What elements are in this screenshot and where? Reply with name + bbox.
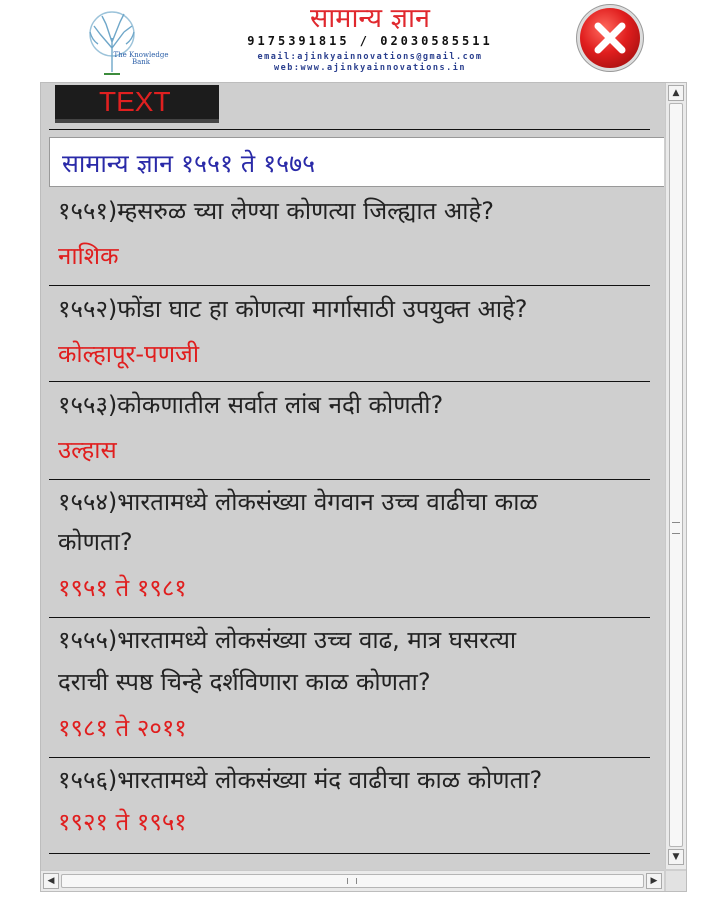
scroll-right-button[interactable]: ▶ <box>646 873 662 889</box>
horizontal-scrollbar[interactable] <box>41 870 664 891</box>
divider <box>49 381 650 382</box>
vertical-scroll-thumb[interactable] <box>669 103 683 847</box>
topic-heading: सामान्य ज्ञान १५५१ ते १५७५ <box>62 149 316 178</box>
topic-heading-box <box>49 137 664 187</box>
grip-icon <box>672 522 680 534</box>
answer-1552: कोल्हापूर-पणजी <box>58 340 200 368</box>
content-area <box>41 83 664 869</box>
vertical-scrollbar[interactable] <box>665 83 686 869</box>
answer-1551: नाशिक <box>58 242 119 270</box>
close-icon <box>592 20 628 56</box>
answer-1556: १९२१ ते १९५१ <box>58 808 187 836</box>
divider <box>49 129 650 130</box>
phone-numbers: 9175391815 / 02030585511 <box>247 34 493 48</box>
content-scroll-pane[interactable] <box>40 82 687 892</box>
question-1552: १५५२)फोंडा घाट हा कोणत्या मार्गासाठी उपयुक्त आहे? <box>58 295 528 323</box>
logo-caption: The Knowledge Bank <box>113 51 169 66</box>
scroll-down-button[interactable]: ▼ <box>668 849 684 865</box>
divider <box>49 285 650 286</box>
answer-1554: १९५१ ते १९८१ <box>58 574 187 602</box>
app-title: सामान्य ज्ञान <box>310 3 430 34</box>
question-1556: १५५६)भारतामध्ये लोकसंख्या मंद वाढीचा काळ कोणता? <box>58 766 543 794</box>
website-address: web:www.ajinkyainnovations.in <box>274 63 466 73</box>
scroll-left-button[interactable]: ◀ <box>43 873 59 889</box>
scroll-up-button[interactable]: ▲ <box>668 85 684 101</box>
app-header <box>0 0 722 82</box>
answer-1553: उल्हास <box>58 436 117 464</box>
answer-1555: १९८१ ते २०११ <box>58 714 187 742</box>
horizontal-scroll-thumb[interactable] <box>61 874 644 888</box>
email-address: email:ajinkyainnovations@gmail.com <box>257 52 483 62</box>
question-1553: १५५३)कोकणातील सर्वात लांब नदी कोणती? <box>58 391 444 419</box>
grip-icon <box>347 878 357 884</box>
question-1554-line2: कोणता? <box>58 528 133 556</box>
scrollbar-corner <box>666 871 686 891</box>
question-1555-line1: १५५५)भारतामध्ये लोकसंख्या उच्च वाढ, मात्र घसरत्या <box>58 626 517 654</box>
knowledge-bank-logo <box>78 4 170 80</box>
text-tab[interactable] <box>55 85 219 123</box>
question-1554-line1: १५५४)भारतामध्ये लोकसंख्या वेगवान उच्च वाढीचा काळ <box>58 488 538 516</box>
question-1551: १५५१)म्हसरुळ च्या लेण्या कोणत्या जिल्ह्यात आहे? <box>58 197 494 225</box>
question-1555-line2: दराची स्पष्ठ चिन्हे दर्शविणारा काळ कोणता? <box>58 668 431 696</box>
text-tab-label: TEXT <box>99 86 171 117</box>
close-button[interactable] <box>580 8 640 68</box>
divider <box>49 853 650 854</box>
